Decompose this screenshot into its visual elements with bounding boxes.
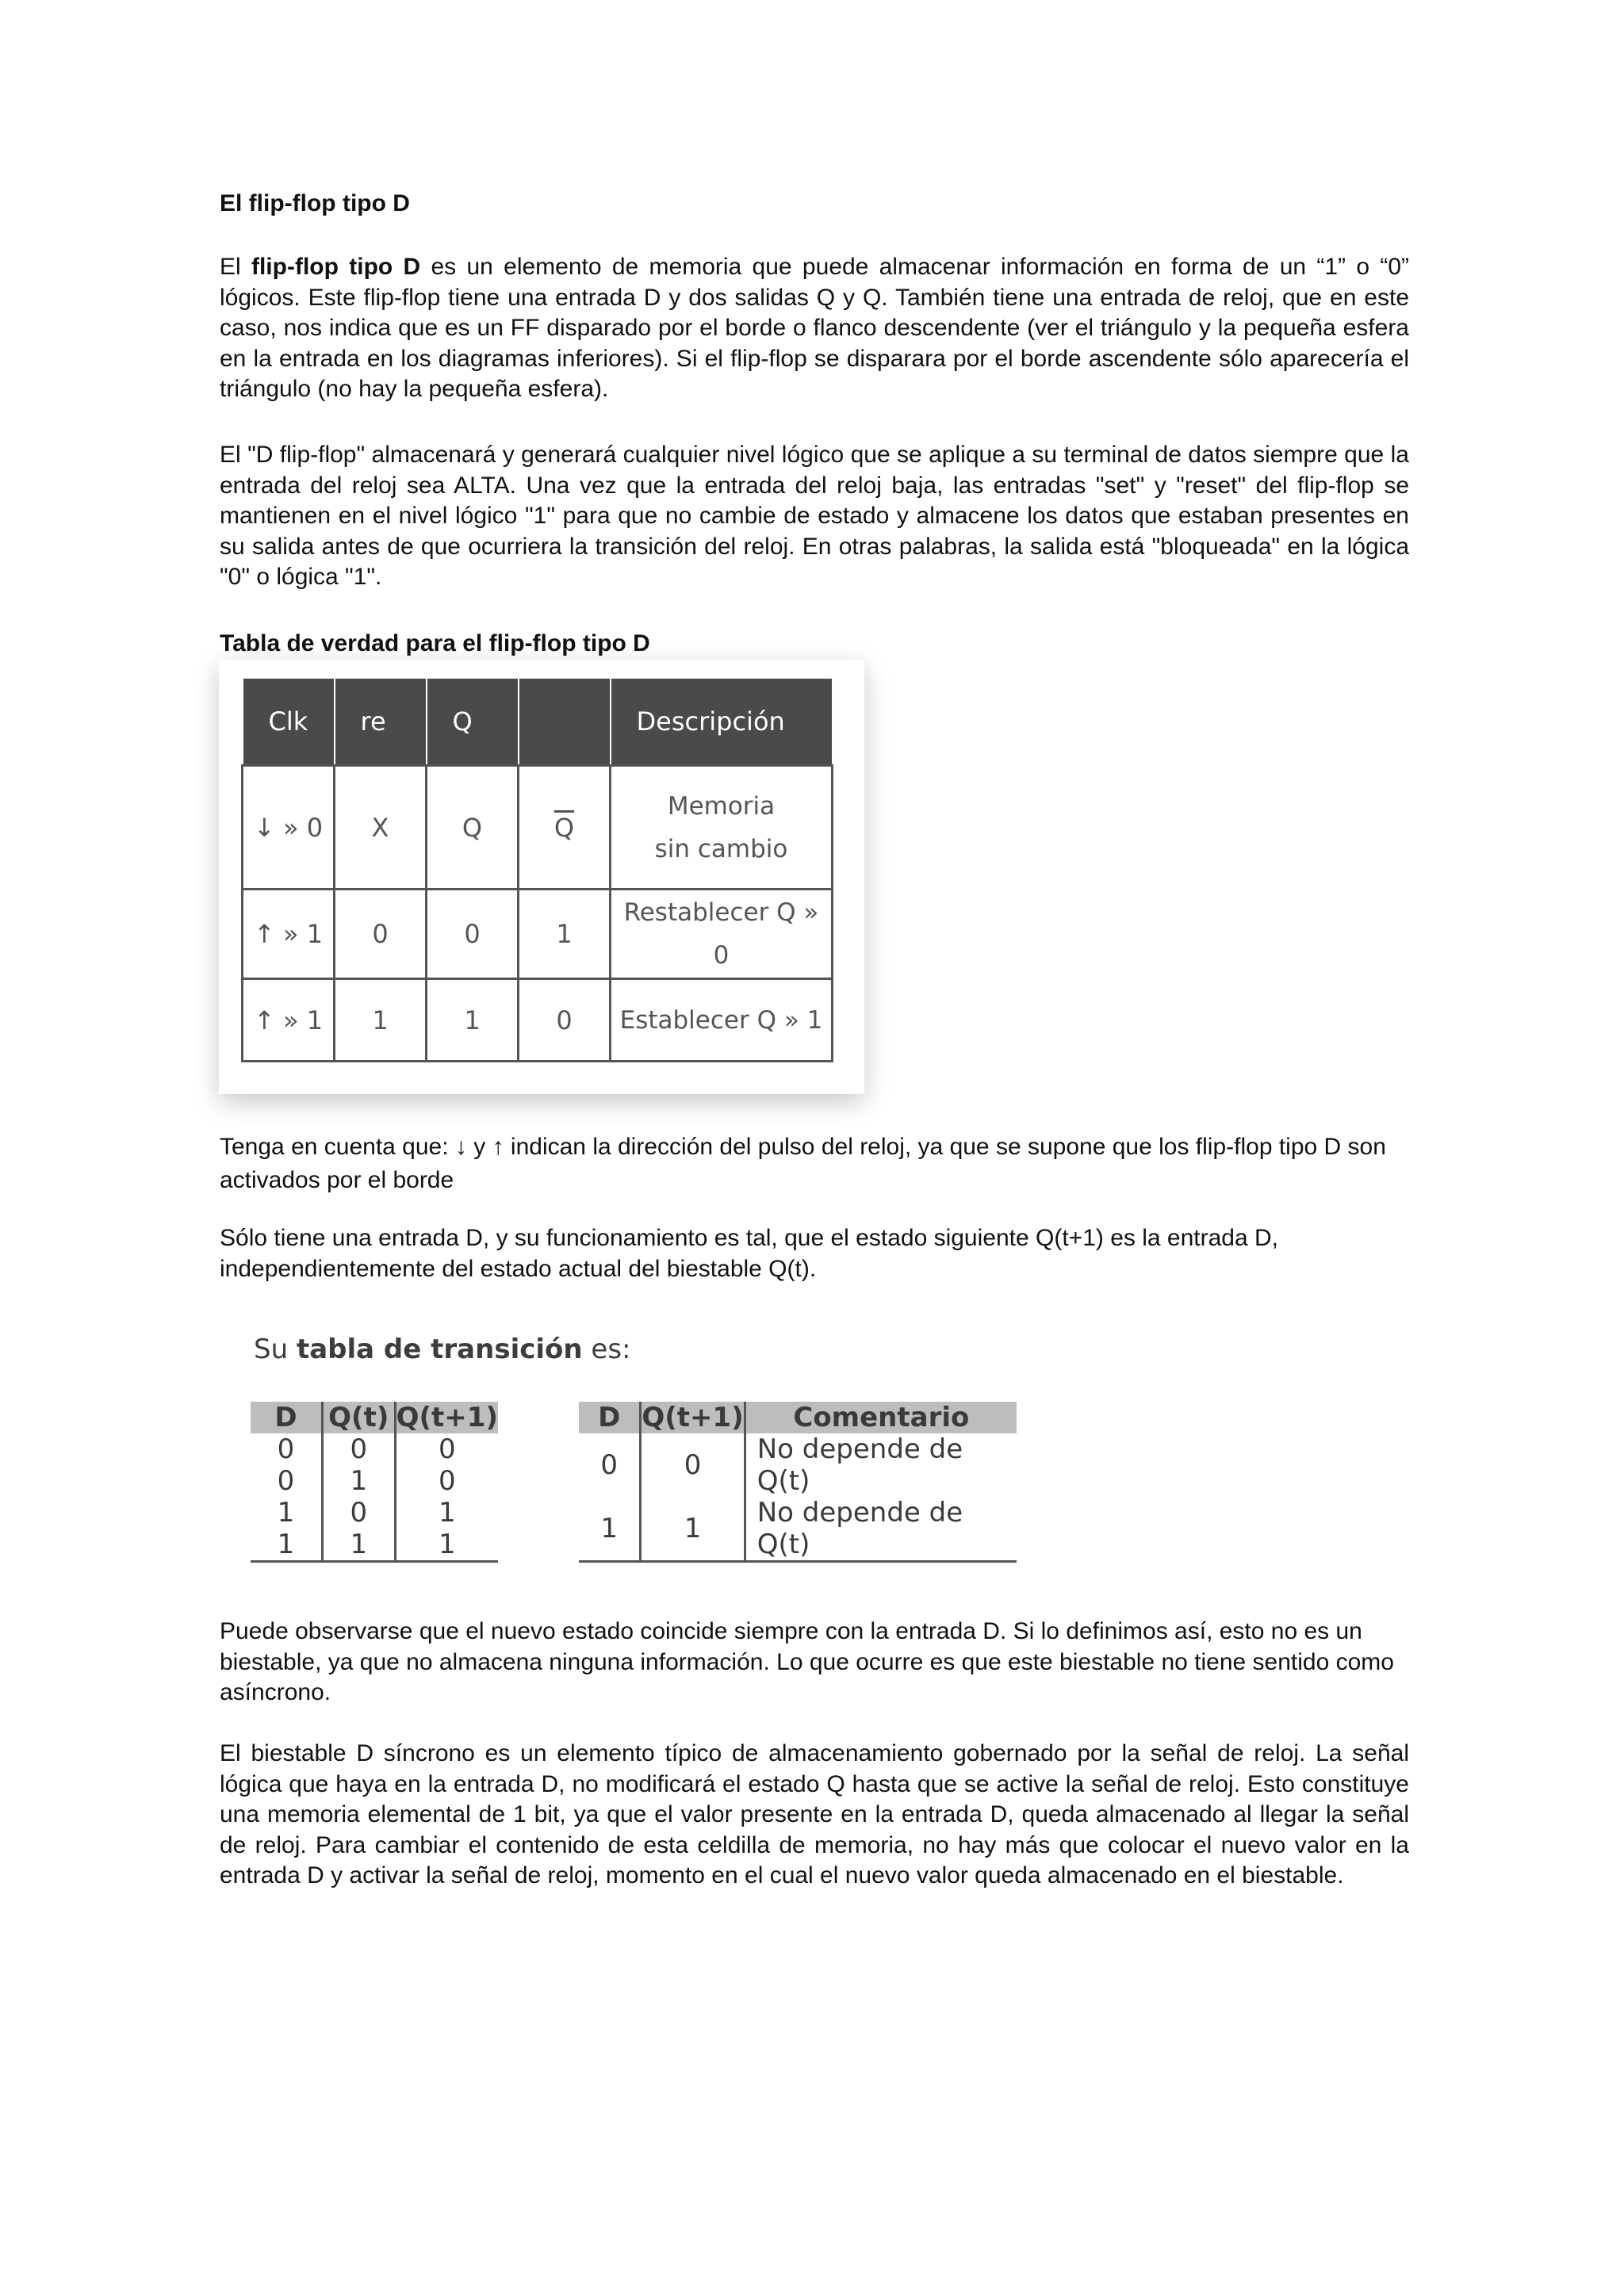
cell-qt1: 0 xyxy=(641,1433,745,1497)
paragraph-d-input: Sólo tiene una entrada D, y su funcionamiento es tal, que el estado siguiente Q(t+1) es la entrada D, independientemente del estado actual del biestable Q(t). xyxy=(220,1225,1278,1282)
cell-d: 0 xyxy=(600,1449,618,1481)
cell-q: Q xyxy=(427,766,519,890)
cell-qt: 1 xyxy=(322,1529,395,1562)
table-row xyxy=(243,890,833,979)
header-qt: Q(t) xyxy=(322,1402,395,1433)
cell-re: 0 xyxy=(335,890,427,979)
table-row xyxy=(251,1465,498,1497)
cell-q: 1 xyxy=(427,979,519,1062)
cell-comentario: No depende de Q(t) xyxy=(745,1433,1017,1497)
header-re: re xyxy=(335,678,427,766)
cell-qn: 0 xyxy=(519,979,611,1062)
transition-table-2-header xyxy=(579,1402,1017,1433)
header-d: D xyxy=(251,1402,322,1433)
table-row xyxy=(251,1433,498,1465)
header-descripcion: Descripción xyxy=(611,678,833,766)
cell-clk: ↓ » 0 xyxy=(243,766,335,890)
table-row xyxy=(579,1433,1017,1497)
cell-qn: 1 xyxy=(519,890,611,979)
cell-desc: Establecer Q » 1 xyxy=(611,979,833,1062)
transition-title: Su tabla de transición es: xyxy=(254,1334,631,1365)
header-q: Q xyxy=(427,678,519,766)
cell-desc: Restablecer Q » 0 xyxy=(611,890,833,979)
cell-d: 1 xyxy=(277,1497,295,1529)
transition-table-1 xyxy=(251,1402,498,1563)
paragraph-d-flipflop: El "D flip-flop" almacenará y generará cualquier nivel lógico que se aplique a su terminal de datos siempre que la entrada del reloj sea ALTA. Una vez que la entrada del reloj baja, las entradas "set" y "reset" del flip-flop se mantienen en el nivel lógico "1" para que no cambie de estado y almacene los datos que estaban presentes en su salida antes de que ocurriera la transición del reloj. En otras palabras, la salida está "bloqueada" en la lógica "0" o lógica "1". xyxy=(220,442,1409,590)
header-qt1: Q(t+1) xyxy=(642,1402,744,1433)
cell-qn: $\overline{Q}$ xyxy=(519,766,611,890)
truth-table xyxy=(241,677,833,1062)
paragraph-synchronous: El biestable D síncrono es un elemento típico de almacenamiento gobernado por la señal de reloj. La señal lógica que haya en la entrada D, no modificará el estado Q hasta que se active la señal de reloj. Esto constituye una memoria elemental de 1 bit, ya que el valor presente en la entrada D, queda almacenado al llegar la señal de reloj. Para cambiar el contenido de esta celdilla de memoria, no hay más que colocar el nuevo valor en la entrada D y activar la señal de reloj, momento en el cual el nuevo valor queda almacenado en el biestable. xyxy=(220,1740,1409,1888)
table-row xyxy=(251,1529,498,1562)
cell-desc: Memoria sin cambio xyxy=(611,766,833,890)
cell-re: X xyxy=(335,766,427,890)
table-row xyxy=(243,979,833,1062)
truth-table-header-row xyxy=(243,678,833,766)
cell-re: 1 xyxy=(335,979,427,1062)
cell-d: 1 xyxy=(600,1513,618,1544)
cell-qt1: 1 xyxy=(395,1497,498,1529)
cell-qt1: 0 xyxy=(395,1465,498,1497)
document-title: El flip-flop tipo D xyxy=(220,190,410,216)
paragraph-observation: Puede observarse que el nuevo estado coincide siempre con la entrada D. Si lo definimos así, esto no es un biestable, ya que no almacena ninguna información. Lo que ocurre es que este biestable no tiene sentido como asíncrono. xyxy=(220,1618,1394,1705)
table-row xyxy=(579,1497,1017,1562)
cell-qt1: 1 xyxy=(395,1529,498,1562)
truth-table-heading: Tabla de verdad para el flip-flop tipo D xyxy=(220,630,650,656)
transition-table-1-header xyxy=(251,1402,498,1433)
table-row xyxy=(251,1497,498,1529)
cell-d: 0 xyxy=(277,1433,295,1465)
cell-qt: 0 xyxy=(322,1433,395,1465)
transition-table-2 xyxy=(579,1402,1017,1563)
cell-clk: ↑ » 1 xyxy=(243,890,335,979)
clock-note: Tenga en cuenta que: ↓ y ↑ indican la dirección del pulso del reloj, ya que se supone que los flip-flop tipo D son activados por el borde xyxy=(220,1134,1386,1193)
cell-qt1: 1 xyxy=(641,1497,745,1562)
cell-comentario: No depende de Q(t) xyxy=(745,1497,1017,1562)
cell-qt1: 0 xyxy=(395,1433,498,1465)
cell-qt: 1 xyxy=(322,1465,395,1497)
header-comentario: Comentario xyxy=(745,1402,1017,1433)
cell-q: 0 xyxy=(427,890,519,979)
cell-d: 0 xyxy=(277,1465,295,1497)
header-d: D xyxy=(579,1402,641,1433)
cell-qt: 0 xyxy=(322,1497,395,1529)
paragraph-intro: El flip-flop tipo D es un elemento de memoria que puede almacenar información en forma de un “1” o “0” lógicos. Este flip-flop tiene una entrada D y dos salidas Q y Q. También tiene una entrada de reloj, que en este caso, nos indica que es un FF disparado por el borde o flanco descendente (ver el triángulo y la pequeña esfera en la entrada en los diagramas inferiores). Si el flip-flop se disparara por el borde ascendente sólo aparecería el triángulo (no hay la pequeña esfera). xyxy=(220,254,1409,402)
table-row xyxy=(243,766,833,890)
header-qn xyxy=(519,678,611,766)
header-clk: Clk xyxy=(243,678,335,766)
cell-d: 1 xyxy=(277,1529,295,1560)
cell-clk: ↑ » 1 xyxy=(243,979,335,1062)
header-qt1: Q(t+1) xyxy=(396,1402,498,1433)
truth-table-image xyxy=(219,660,864,1094)
